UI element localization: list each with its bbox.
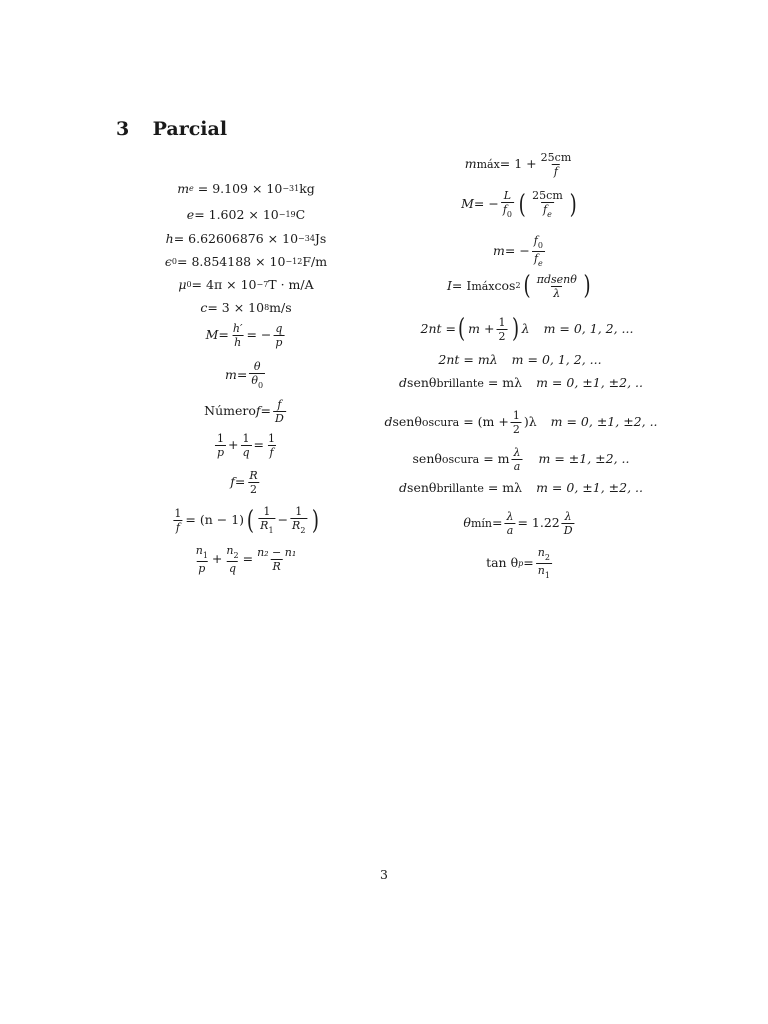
single-slit-minima: senθ oscura = m $\frac{\lambda}{a}$ m = ±1, ±2, .. — [412, 446, 630, 473]
section-heading — [116, 118, 227, 140]
brewster-angle: tan θ p = $\frac{n_2}{n_1}$ — [486, 546, 550, 580]
angular-magnification: m = $\frac{\theta}{\theta_0}$ — [224, 360, 264, 390]
thin-lens-formula: $\frac{1}{p}$ + $\frac{1}{q}$ = $\frac{1}{f}$ — [216, 432, 276, 459]
bright-fringe-formula-2: d senθ brillante = mλ m = 0, ±1, ±2, .. — [399, 480, 643, 495]
max-magnification: m máx = 1 + $\frac{25cm}{f}$ — [464, 151, 572, 178]
planck-constant: h = 6.62606876 × 10 −34 Js — [165, 231, 327, 246]
permeability: μ 0 = 4π × 10 −7 T · m/A — [178, 277, 314, 292]
bright-fringe-formula-1: d senθ brillante = mλ m = 0, ±1, ±2, .. — [399, 375, 643, 390]
dark-fringe-formula: d senθ oscura = (m + $\frac{1}{2}$ )λ m = 0, ±1, ±2, .. — [384, 409, 658, 436]
magnification-formula: M = $\frac{h'}{h}$ = − $\frac{q}{p}$ — [205, 322, 283, 349]
section-title: Parcial — [152, 118, 228, 140]
telescope-magnification: m = − $\frac{f_0}{f_e}$ — [493, 234, 543, 268]
lensmaker-formula: $\frac{1}{f}$ = (n − 1) ( $\frac{1}{R_1}$ − $\frac{1}{R_2}$ ) — [174, 505, 320, 536]
microscope-magnification: M = − $\frac{L}{f_0}$ ( $\frac{25cm}{f_e}$ ) — [461, 189, 577, 220]
refraction-surface-formula: $\frac{n_1}{p}$ + $\frac{n_2}{q}$ = $\frac{\text{n₂ − n₁}}{R}$ — [195, 544, 297, 575]
intensity-formula: I = I máx cos 2 ( $\frac{\text{πdsenθ}}{\lambda}$ ) — [446, 271, 591, 301]
thin-film-formula-2: 2nt = mλ m = 0, 1, 2, ... — [438, 352, 602, 367]
rayleigh-criterion: θ mín = $\frac{\lambda}{a}$ = 1.22 $\frac{\lambda}{D}$ — [463, 510, 573, 537]
f-number-formula: Número f = $\frac{f}{D}$ — [204, 398, 284, 425]
speed-of-light: c = 3 × 10 8 m/s — [200, 300, 292, 315]
electron-mass: m e = 9.109 × 10 −31 kg — [177, 181, 315, 196]
thin-film-formula-1: 2nt = ( m + $\frac{1}{2}$ ) λ m = 0, 1, 2, ... — [420, 314, 634, 344]
permittivity: ϵ 0 = 8.854188 × 10 −12 F/m — [164, 254, 328, 269]
section-number: 3 — [116, 118, 130, 140]
page-number: 3 — [380, 867, 388, 882]
electron-charge: e = 1.602 × 10 −19 C — [186, 207, 306, 222]
mirror-focal-length: f = $\frac{R}{2}$ — [230, 469, 258, 496]
